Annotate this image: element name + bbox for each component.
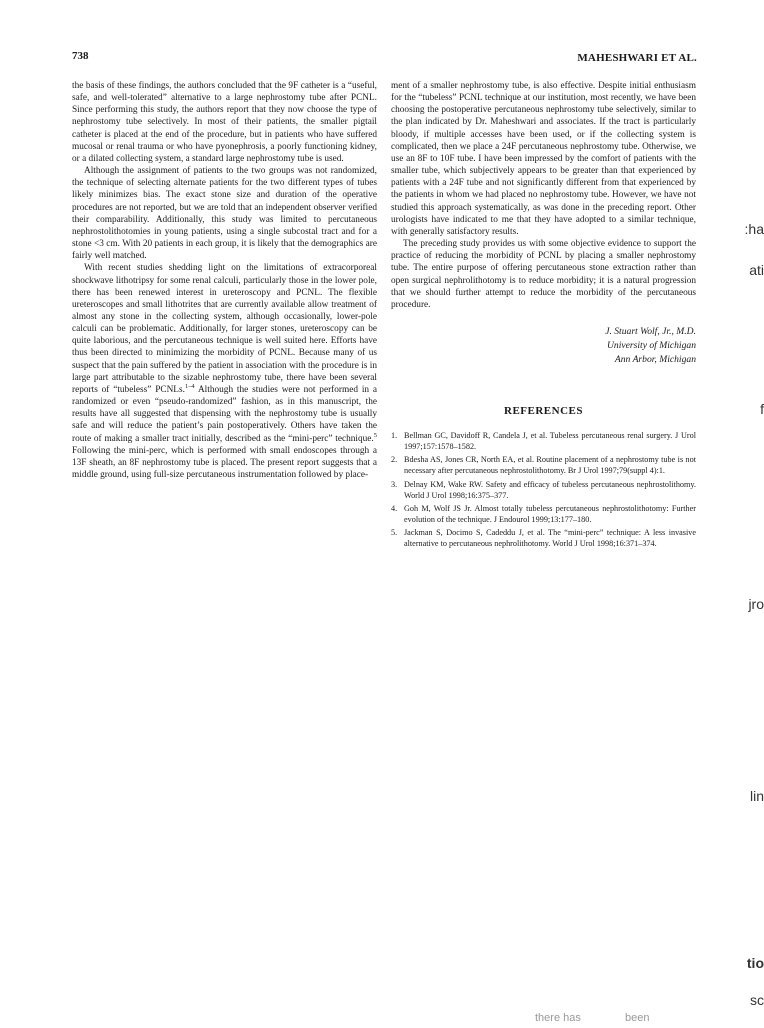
left-column [72,80,377,481]
running-head: MAHESHWARI ET AL. [577,52,697,64]
reference-number: 5. [391,528,398,538]
author-name: J. Stuart Wolf, Jr., M.D. [605,325,696,337]
paragraph-text: Following the mini-perc, which is performed with small endoscopes through a 13F sheath, an 8F nephrostomy tube is placed. The present report suggests that a middle ground, using full-size percutaneous instrumentation followed by place- [72,445,377,480]
page-number: 738 [72,50,89,62]
author-affiliation: University of Michigan [607,339,696,351]
reference-number: 1. [391,431,398,441]
paragraph: The preceding study provides us with some objective evidence to support the practice of reducing the morbidity of PCNL by placing a smaller nephrostomy tube. The entire purpose of offering percutaneous stone extraction rather than open surgical nephrolithotomy is to reduce morbidity; it is a natural progression that we should further attempt to reduce the morbidity of the percutaneous procedure. [391,239,696,310]
citation-superscript: 1–4 [184,382,195,390]
reference-text: Delnay KM, Wake RW. Safety and efficacy of tubeless percutaneous nephrostolithomy. World J Urol 1998;16:375–377. [404,479,696,500]
edge-text-fragment: sc [750,992,764,1008]
paragraph: the basis of these findings, the authors concluded that the 9F catheter is a “useful, safe, and well-tolerated” alternative to a large nephrostomy tube after PCNL. Since performing this study, the authors report that they now choose the type of nephrostomy tube selectively. In most of their patients, the smaller pigtail catheter is placed at the end of the procedure, but in patients who have suffered mucosal or renal trauma or who have pyonephrosis, a poorly functioning kidney, or a dilated collecting system, a standard large nephrostomy tube is used. [72,81,377,164]
citation-superscript: 5 [373,431,377,439]
reference-item [391,504,696,526]
reference-item [391,455,696,477]
paragraph [72,262,377,481]
edge-text-fragment: jro [748,596,764,612]
reference-text: Bellman GC, Davidoff R, Candela J, et al. Tubeless percutaneous renal surgery. J Urol 1997;157:1578–1582. [404,431,696,452]
edge-text-fragment: tio [746,955,764,971]
reference-text: Jackman S, Docimo S, Cadeddu J, et al. The “mini-perc” technique: A less invasive alternative to percutaneous nephrolithotomy. World J Urol 1998;16:371–374. [404,528,696,549]
reference-item [391,480,696,502]
reference-item [391,431,696,453]
author-signature [391,325,696,367]
reference-number: 4. [391,504,398,514]
bottom-text-fragment: there has [535,1012,581,1024]
edge-text-fragment: lin [749,788,764,804]
reference-text: Goh M, Wolf JS Jr. Almost totally tubeless percutaneous nephrostolithotomy: Further evolution of the technique. J Endourol 1999;13:177–180. [404,504,696,524]
bottom-text-fragment: been [625,1012,650,1024]
reference-number: 3. [391,479,398,489]
reference-item [391,528,696,550]
references-heading: REFERENCES [504,404,583,417]
reference-text: Bdesha AS, Jones CR, North EA, et al. Routine placement of a nephrostomy tube is not necessary after percutaneous nephrostolithotomy. Br J Urol 1997;79(suppl 4):1. [404,455,696,476]
references-list [391,431,696,550]
paragraph: ment of a smaller nephrostomy tube, is also effective. Despite initial enthusiasm for the “tubeless” PCNL technique at our institution, most recently, we have been choosing the postoperative percutaneous nephrostomy tube selectively, similar to the plan indicated by Dr. Maheshwari and associates. If the tract is particularly bloody, if multiple accesses have been used, or if the collecting system is complicated, then we place a 24F percutaneous nephrostomy tube. Otherwise, we use an 8F to 10F tube. I have been impressed by the comfort of patients with the smaller tube, which subjectively appears to be greater than that experienced by patients with a 24F tube and not significantly different from that experienced by the patients in whom we had placed no nephrostomy tube. However, we have not studied this approach systematically, as was done in the preceding report. Other urologists have indicated to me that they have adopted to a similar technique, with generally satisfactory results. [391,81,696,237]
edge-text-fragment: ati [749,262,764,278]
edge-text-fragment: f [760,401,764,417]
edge-text-fragment: :ha [744,221,764,237]
reference-number: 2. [391,455,398,465]
right-column [391,80,696,553]
author-location: Ann Arbor, Michigan [614,353,696,365]
paragraph-text: With recent studies shedding light on the limitations of extracorporeal shockwave lithotripsy for some renal calculi, particularly those in the lower pole, there has been renewed interest in ureteroscopy and PCNL. The flexible ureteroscopes and small lithotrites that are currently available allow treatment of almost any stone in the collecting system, although occasionally, lower-pole calculi can be problematic. Additionally, for larger stones, ureteroscopy can be quite laborious, and the percutaneous technique is well suited here. Efforts have thus been directed to minimizing the morbidity of PCNL. Because many of us suspect that the pain suffered by the patient in association with the procedure is in large part attributable to the sizable nephrostomy tube, there have been several reports of “tubeless” PCNLs. [72,263,377,395]
paragraph-text: Although the studies were not performed in a randomized or even “pseudo-randomized” fashion, as in this manuscript, the results have all suggested that dispensing with the nephrostomy tube is usually safe and will reduce the patient’s pain postoperatively. Others have taken the route of making a smaller tract initially, described as the “mini-perc” technique. [72,384,377,444]
paragraph: Although the assignment of patients to the two groups was not randomized, the technique of selecting alternate patients for the two different types of tubes likely minimizes bias. The exact stone size and duration of the operative procedures are not reported, but we are told that an independent observer verified their comparability. Additionally, this study was limited to percutaneous nephrostolithotomies in young patients, using a single subcostal tract and for a stone <3 cm. With 20 patients in each group, it is likely that the demographics are fairly well matched. [72,166,377,262]
